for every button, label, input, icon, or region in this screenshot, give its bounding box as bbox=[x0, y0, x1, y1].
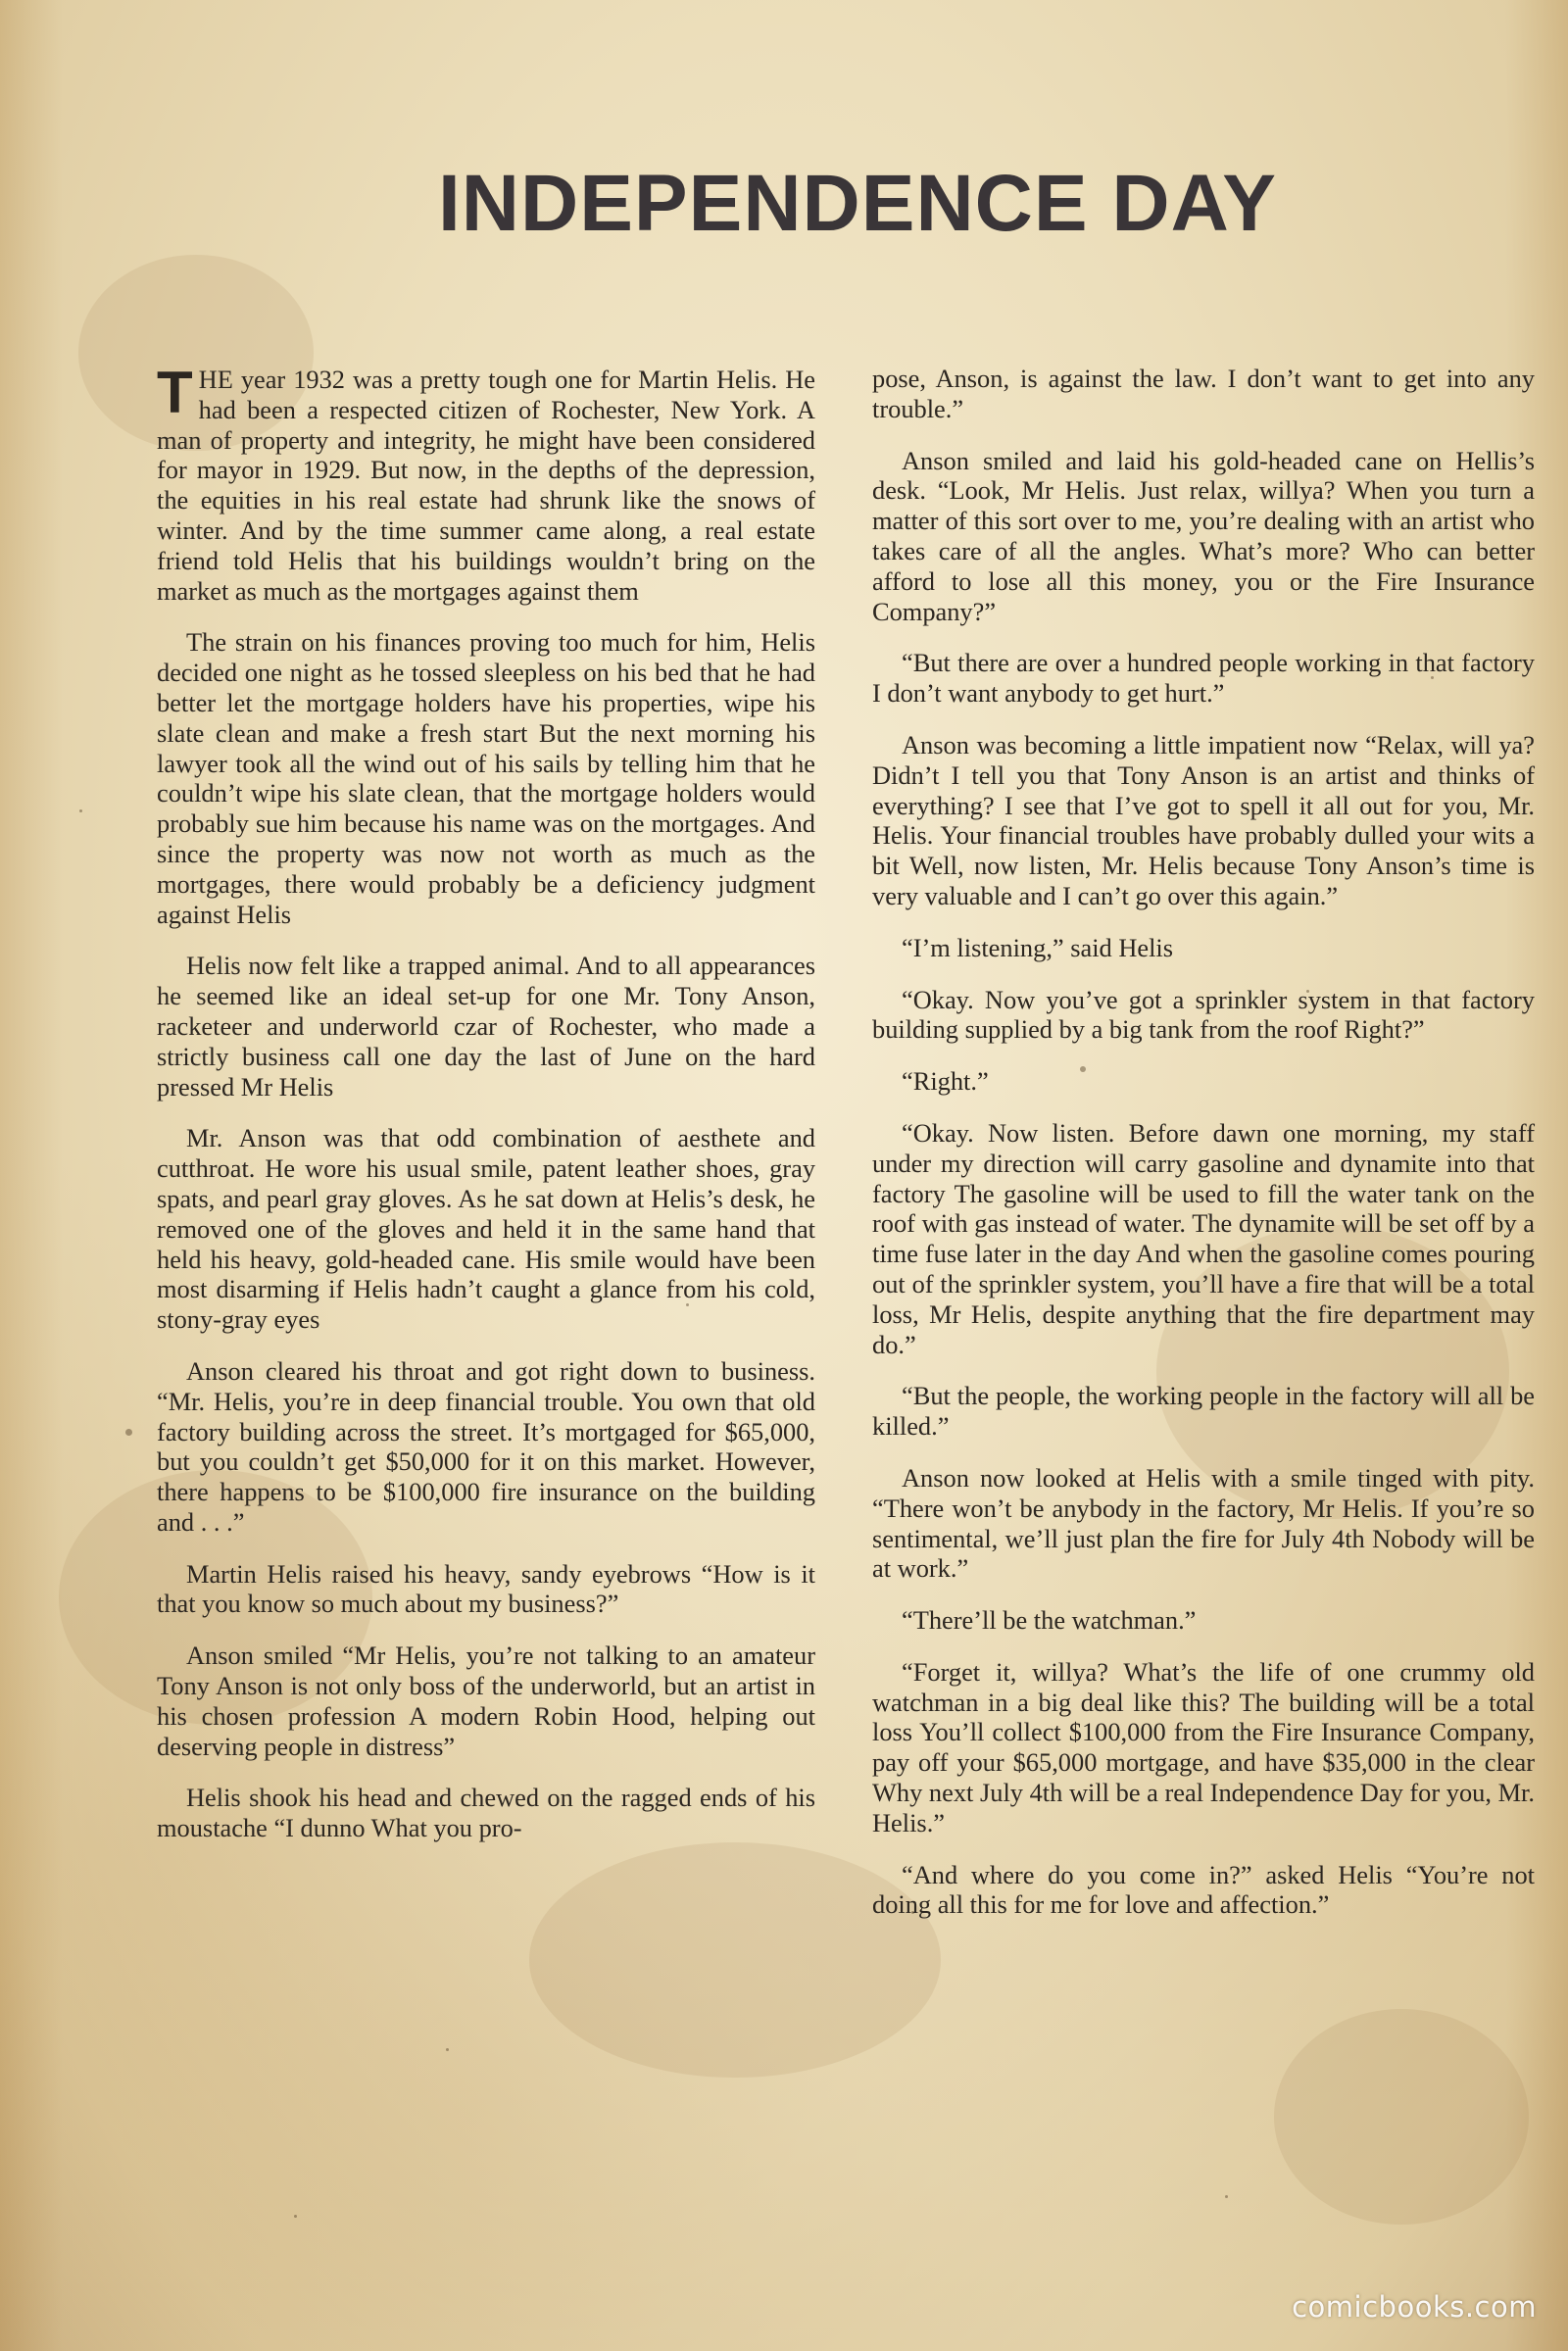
story-paragraph: Anson smiled and laid his gold-headed cane on Hellis’s desk. “Look, Mr Helis. Just relax, willya? When you turn a matter of this sort over to me, you’re dealing with an artist who takes care of all the angles. What’s more? Who can better afford to lose all this money, you or the Fire Insurance Company?” bbox=[872, 445, 1535, 626]
story-paragraph: “I’m listening,” said Helis bbox=[902, 932, 1174, 962]
story-paragraph: pose, Anson, is against the law. I don’t want to get into any trouble.” bbox=[872, 364, 1535, 423]
story-column-right bbox=[872, 364, 1535, 1941]
story-paragraph: “There’ll be the watchman.” bbox=[902, 1605, 1197, 1636]
paper-stain bbox=[1274, 2009, 1529, 2225]
story-paragraph: Mr. Anson was that odd combination of aesthete and cutthroat. He wore his usual smile, patent leather shoes, gray spats, and pearl gray gloves. As he sat down at Helis’s desk, he removed one of the gloves and held it in the same hand that held his heavy, gold-headed cane. His smile would have been most disarming if Helis hadn’t caught a glance from his cold, stony-gray eyes bbox=[157, 1123, 815, 1335]
story-paragraph: “Okay. Now listen. Before dawn one morning, my staff under my direction will carry gasoline and dynamite into that factory The gasoline will be used to fill the water tank on the roof with gas instead of water. The dynamite will be set off by a time fuse later in the day And when the gasoline comes pouring out of the sprinkler system, you’ll have a fire that will be a total loss, Mr Helis, despite anything that the fire department may do.” bbox=[872, 1117, 1535, 1359]
story-paragraph: “But the people, the working people in the factory will all be killed.” bbox=[872, 1381, 1535, 1442]
story-paragraph bbox=[157, 360, 815, 606]
story-paragraph: The strain on his finances proving too much for him, Helis decided one night as he tossed sleepless on his bed that he had better let the mortgage holders have his properties, wipe his slate clean and make a fresh start But the next morning his lawyer took all the wind out of his sails by telling him that he couldn’t wipe his slate clean, that the mortgage holders would probably sue him because his name was on the mortgages. And since the property was now not worth as much as the mortgages, there would probably be a deficiency judgment against Helis bbox=[157, 627, 815, 929]
paragraph-text: HE year 1932 was a pretty tough one for Martin Helis. He had been a respected citizen of Rochester, New York. A man of property and integrity, he might have been considered for mayor in 1929. But now, in the depths of the depression, the equities in his real estate had shrunk like the snows of winter. And by the time summer came along, a real estate friend told Helis that his buildings wouldn’t bring on the market as much as the mortgages against them bbox=[157, 365, 815, 606]
paper-speck bbox=[125, 1429, 132, 1436]
story-paragraph: Anson cleared his throat and got right down to business. “Mr. Helis, you’re in deep financial trouble. You own that old factory building across the street. It’s mortgaged for $65,000, but you couldn’t get $50,000 for it on this market. However, there happens to be $100,000 fire insurance on the building and . . .” bbox=[157, 1355, 815, 1537]
story-paragraph: Anson was becoming a little impatient now “Relax, will ya? Didn’t I tell you that Tony Anson is an artist and thinks of everything? I see that I’ve got to spell it all out for you, Mr. Helis. Your financial troubles have probably dulled your wits a bit Well, now listen, Mr. Helis because Tony Anson’s time is very valuable and I can’t go over this again.” bbox=[872, 729, 1535, 910]
story-paragraph: Helis shook his head and chewed on the ragged ends of his moustache “I dunno What you pro- bbox=[157, 1783, 815, 1843]
paper-speck bbox=[294, 2215, 297, 2218]
paper-speck bbox=[1225, 2195, 1228, 2198]
story-paragraph: Anson now looked at Helis with a smile tinged with pity. “There won’t be anybody in the factory, Mr Helis. If you’re so sentimental, we’ll just plan the fire for July 4th Nobody will be at work.” bbox=[872, 1462, 1535, 1584]
page-title: INDEPENDENCE DAY bbox=[438, 159, 1277, 248]
story-paragraph: Anson smiled “Mr Helis, you’re not talking to an amateur Tony Anson is not only boss of the underworld, but an artist in his chosen profession A modern Robin Hood, helping out deserving people in distress” bbox=[157, 1641, 815, 1761]
paper-speck bbox=[446, 2048, 449, 2051]
story-paragraph: Martin Helis raised his heavy, sandy eyebrows “How is it that you know so much about my business?” bbox=[157, 1558, 815, 1619]
story-paragraph: Helis now felt like a trapped animal. And to all appearances he seemed like an ideal set-up for one Mr. Tony Anson, racketeer and underworld czar of Rochester, who made a strictly business call one day the last of June on the hard pressed Mr Helis bbox=[157, 951, 815, 1102]
story-paragraph: “But there are over a hundred people working in that factory I don’t want anybody to get hurt.” bbox=[872, 648, 1535, 709]
drop-cap: T bbox=[157, 360, 193, 425]
story-paragraph: “Forget it, willya? What’s the life of one crummy old watchman in a big deal like this? The building will be a total loss You’ll collect $100,000 from the Fire Insurance Company, pay off your $65,000 mortgage, and have $35,000 in the clear Why next July 4th will be a real Independence Day for you, Mr. Helis.” bbox=[872, 1656, 1535, 1837]
story-paragraph: “Right.” bbox=[902, 1066, 989, 1097]
watermark: comicbooks.com bbox=[1292, 2290, 1537, 2324]
paper-speck bbox=[79, 809, 82, 812]
story-column-left bbox=[157, 360, 815, 1865]
story-paragraph: “And where do you come in?” asked Helis “You’re not doing all this for me for love and affection.” bbox=[872, 1859, 1535, 1920]
story-paragraph: “Okay. Now you’ve got a sprinkler system in that factory building supplied by a big tank from the roof Right?” bbox=[872, 984, 1535, 1045]
